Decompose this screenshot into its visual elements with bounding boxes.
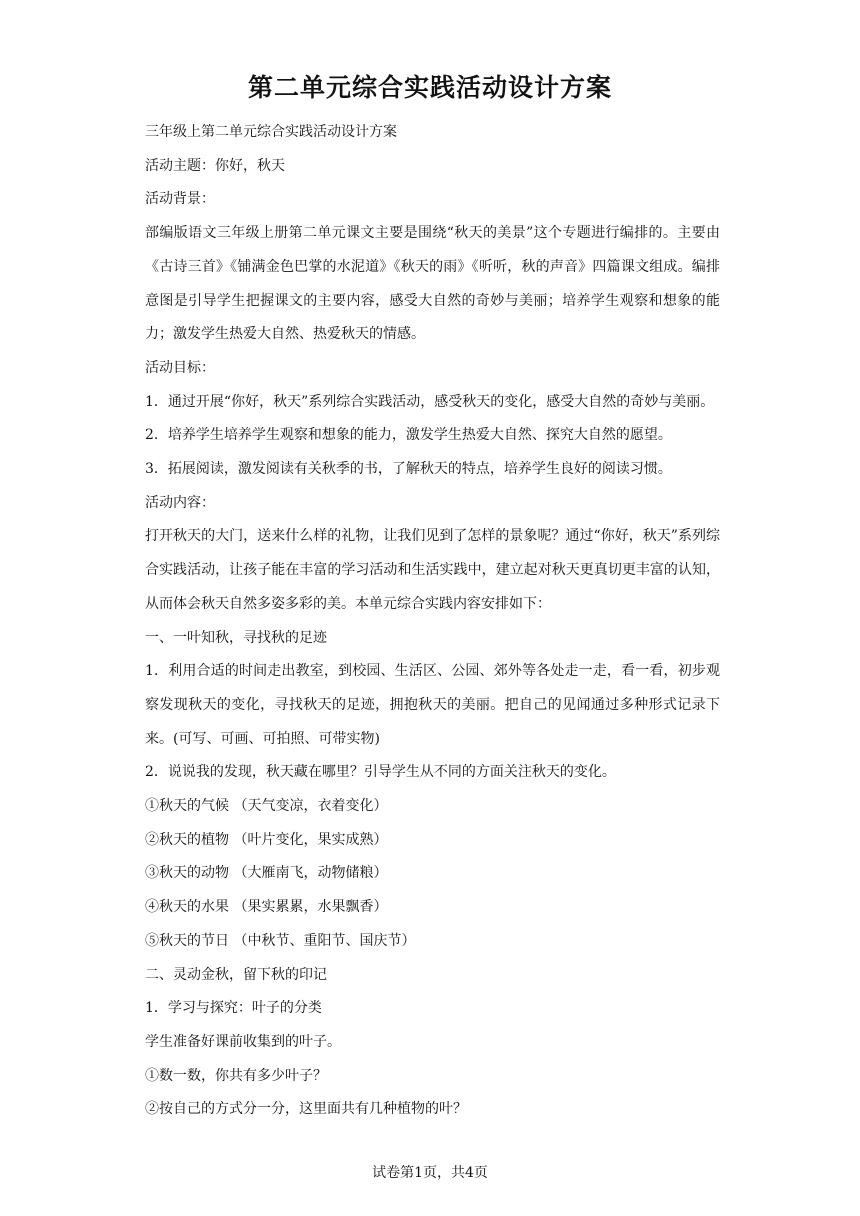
document-title: 第二单元综合实践活动设计方案 — [247, 73, 612, 102]
section-heading-background: 活动背景： — [145, 191, 215, 208]
part2-question-2: ②按自己的方式分一分，这里面共有几种植物的叶？ — [145, 1101, 467, 1118]
autumn-aspect-1: ①秋天的气候 （天气变凉，衣着变化） — [145, 798, 388, 815]
autumn-aspect-2: ②秋天的植物 （叶片变化，果实成熟） — [145, 831, 388, 848]
goal-item-1: 1．通过开展“你好，秋天”系列综合实践活动，感受秋天的变化，感受大自然的奇妙与美丽。 — [145, 393, 715, 410]
section-heading-content: 活动内容： — [145, 494, 215, 511]
subtitle-line: 三年级上第二单元综合实践活动设计方案 — [145, 124, 397, 140]
part2-prep-line: 学生准备好课前收集到的叶子。 — [145, 1033, 341, 1050]
part2-question-1: ①数一数，你共有多少叶子？ — [145, 1067, 327, 1084]
part2-item-1: 1．学习与探究：叶子的分类 — [145, 1000, 322, 1017]
document-body — [145, 116, 720, 1127]
autumn-aspect-5: ⑤秋天的节日 （中秋节、重阳节、国庆节） — [145, 932, 416, 949]
activity-theme: 活动主题：你好，秋天 — [145, 157, 285, 174]
page-footer: 试卷第1页，共4页 — [372, 1165, 488, 1181]
section-heading-goals: 活动目标： — [145, 359, 215, 376]
goal-item-2: 2．培养学生培养学生观察和想象的能力，激发学生热爱大自然、探究大自然的愿望。 — [145, 427, 672, 444]
part1-item-2: 2．说说我的发现，秋天藏在哪里？引导学生从不同的方面关注秋天的变化。 — [145, 764, 616, 781]
part-heading-1: 一、一叶知秋，寻找秋的足迹 — [145, 629, 327, 646]
background-paragraph: 部编版语文三年级上册第二单元课文主要是围绕“秋天的美景”这个专题进行编排的。主要由《古诗三首》《铺满金色巴掌的水泥道》《秋天的雨》《听听，秋的声音》四篇课文组成。编排意图是引导学生把握课文的主要内容，感受大自然的奇妙与美丽；培养学生观察和想象的能力；激发学生热爱大自然、热爱秋天的情感。 — [145, 225, 720, 343]
part1-item-1: 1．利用合适的时间走出教室，到校园、生活区、公园、郊外等各处走一走，看一看，初步观察发现秋天的变化，寻找秋天的足迹，拥抱秋天的美丽。把自己的见闻通过多种形式记录下来。(可写、可画、可拍照、可带实物) — [145, 663, 720, 747]
goal-item-3: 3．拓展阅读，激发阅读有关秋季的书，了解秋天的特点，培养学生良好的阅读习惯。 — [145, 461, 672, 478]
part-heading-2: 二、灵动金秋，留下秋的印记 — [145, 966, 327, 983]
autumn-aspect-4: ④秋天的水果 （果实累累，水果飘香） — [145, 899, 388, 916]
autumn-aspect-3: ③秋天的动物 （大雁南飞，动物储粮） — [145, 865, 388, 882]
content-intro-paragraph: 打开秋天的大门，送来什么样的礼物，让我们见到了怎样的景象呢？通过“你好，秋天”系列综合实践活动，让孩子能在丰富的学习活动和生活实践中，建立起对秋天更真切更丰富的认知，从而体会秋天自然多姿多彩的美。本单元综合实践内容安排如下： — [145, 528, 720, 612]
